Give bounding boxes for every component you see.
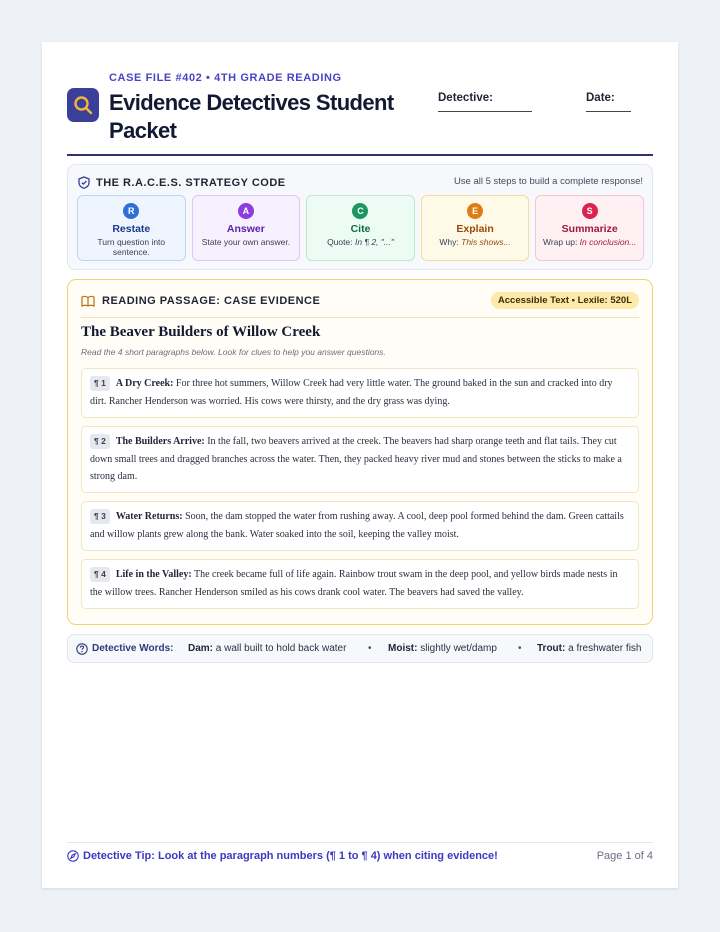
glossary-label: [76, 643, 174, 655]
step-explain: [421, 195, 530, 261]
step-description: [422, 236, 529, 247]
paragraph-text: Soon, the dam stopped the water from rushing away. A cool, deep pool formed behind the dam. Green cattails and willow plants grew along the bank. Water soaked into the soil, keeping the valley moist.: [90, 511, 624, 540]
shield-check-icon: [78, 176, 90, 189]
glossary-separator: •: [518, 643, 522, 654]
step-letter-badge: A: [238, 203, 254, 219]
glossary-term: Trout:: [537, 643, 566, 654]
step-name: Restate: [112, 223, 151, 235]
step-description-prefix: Quote:: [327, 237, 355, 247]
packet-header: [67, 72, 653, 156]
step-description-example: In conclusion...: [579, 237, 637, 247]
paragraph-number-badge: ¶ 4: [90, 567, 110, 582]
paragraph-card: [81, 559, 639, 609]
header-divider: [67, 154, 653, 156]
paragraph-text: In the fall, two beavers arrived at the creek. The beavers had sharp orange teeth and flat tails. They cut down small trees and dragged branches across the water. Then, they packed heavy river mud and stones between the sticks to make a strong dam.: [90, 436, 622, 482]
detective-tip-text: Detective Tip: Look at the paragraph numbers (¶ 1 to ¶ 4) when citing evidence!: [83, 850, 498, 862]
paragraph-number-badge: ¶ 2: [90, 434, 110, 449]
footer-divider: [67, 842, 653, 843]
step-description-example: In ¶ 2, "...": [354, 237, 394, 247]
story-instructions: Read the 4 short paragraphs below. Look for clues to help you answer questions.: [81, 347, 386, 357]
races-steps: [77, 195, 644, 261]
step-letter-badge: R: [123, 203, 139, 219]
detective-tip: [67, 850, 498, 862]
races-title-text: THE R.A.C.E.S. STRATEGY CODE: [96, 176, 286, 189]
lexile-badge: Accessible Text • Lexile: 520L: [491, 292, 639, 309]
worksheet-page: [42, 42, 678, 888]
glossary-definition: a wall built to hold back water: [213, 643, 347, 654]
glossary-separator: •: [368, 643, 372, 654]
glossary-definition: slightly wet/damp: [417, 643, 497, 654]
glossary-label-text: Detective Words:: [92, 643, 174, 654]
step-letter-badge: S: [582, 203, 598, 219]
glossary-item: [537, 643, 641, 654]
step-cite: [306, 195, 415, 261]
step-letter-badge: C: [352, 203, 368, 219]
case-file-kicker: CASE FILE #402 • 4TH GRADE READING: [109, 72, 342, 84]
detective-label: Detective:: [438, 92, 493, 104]
step-description-prefix: Why:: [439, 237, 462, 247]
magnifier-logo-icon: [67, 88, 99, 122]
page-number: Page 1 of 4: [596, 850, 653, 862]
paragraph-card: [81, 426, 639, 493]
paragraph-text: The creek became full of life again. Rainbow trout swam in the deep pool, and yellow birds made nests in the willow trees. Rancher Henderson smiled as his cows drank cool water. The beavers had saved the valley.: [90, 569, 618, 598]
date-label: Date:: [586, 92, 615, 104]
glossary-item: [188, 643, 346, 654]
step-description: Turn question into sentence.: [97, 237, 166, 257]
step-description-prefix: Wrap up:: [542, 237, 580, 247]
passage-label-text: READING PASSAGE: CASE EVIDENCE: [102, 295, 321, 307]
paragraph-lead: Water Returns:: [115, 511, 183, 522]
races-strategy-panel: [67, 164, 653, 270]
glossary-term: Dam:: [188, 643, 214, 654]
paragraph-card: [81, 368, 639, 418]
date-write-line: [586, 111, 631, 112]
step-letter-badge: E: [467, 203, 483, 219]
detective-name-field[interactable]: [438, 92, 532, 112]
glossary-term: Moist:: [388, 643, 418, 654]
step-name: Cite: [350, 223, 371, 235]
glossary-item: [388, 643, 497, 654]
reading-passage-panel: [67, 279, 653, 625]
step-name: Answer: [226, 223, 265, 235]
open-book-icon: [81, 295, 95, 307]
step-answer: [192, 195, 301, 261]
paragraph-number-badge: ¶ 1: [90, 376, 110, 391]
detective-words-glossary: [67, 634, 653, 663]
paragraph-text: For three hot summers, Willow Creek had very little water. The ground baked in the sun and cracked into dry dirt. Rancher Henderson was worried. His cows were thirsty, and the dry grass was dying.: [90, 378, 613, 407]
glossary-definition: a freshwater fish: [565, 643, 642, 654]
paragraph-lead: The Builders Arrive:: [115, 436, 205, 447]
question-circle-icon: [76, 643, 88, 655]
page-title: Evidence Detectives Student Packet: [109, 90, 394, 143]
paragraph-number-badge: ¶ 3: [90, 509, 110, 524]
step-summarize: [535, 195, 644, 261]
step-name: Summarize: [561, 223, 618, 235]
paragraph-lead: Life in the Valley:: [115, 569, 192, 580]
story-title: The Beaver Builders of Willow Creek: [81, 324, 321, 340]
paragraph-lead: A Dry Creek:: [115, 378, 174, 389]
passage-header: [81, 292, 639, 318]
step-description-example: This shows...: [461, 237, 511, 247]
passage-label: [81, 295, 320, 307]
step-restate: [77, 195, 186, 261]
races-note: Use all 5 steps to build a complete response!: [453, 176, 643, 187]
detective-write-line: [438, 111, 532, 112]
step-description: State your own answer.: [201, 237, 291, 247]
paragraph-card: [81, 501, 639, 551]
step-name: Explain: [456, 223, 494, 235]
step-description: [307, 236, 414, 247]
compass-icon: [67, 850, 79, 862]
step-description: [536, 236, 643, 247]
races-title: [78, 176, 286, 189]
date-field[interactable]: [586, 92, 631, 112]
